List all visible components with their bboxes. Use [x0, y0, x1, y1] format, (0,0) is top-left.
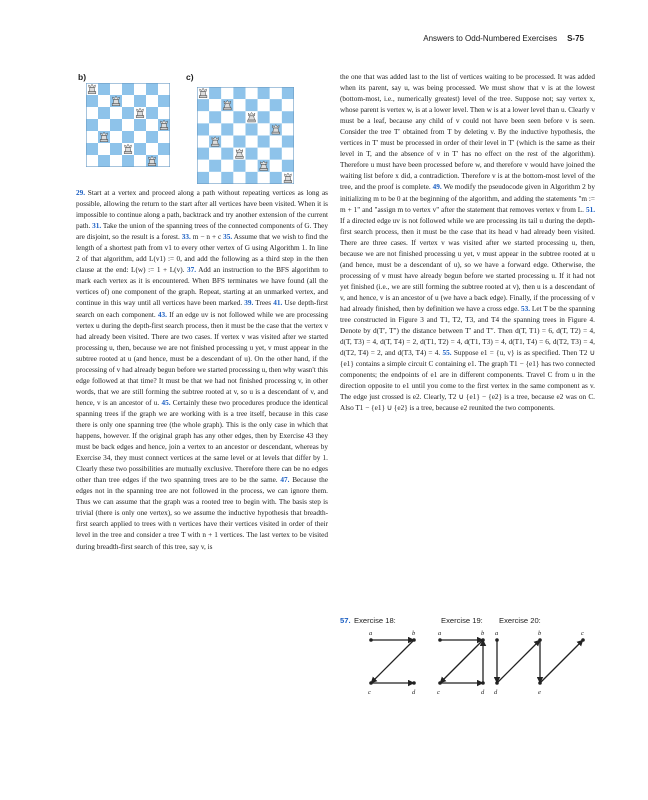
answer-text: Add an instruction to the BFS algorithm to mark each vertex as it is encountered. When BFS terminates we have found (all the vertices of) one component of the graph. Repeat, starting at an unmarked vertex, and continue in this way until all vertices have been marked.: [76, 266, 328, 308]
vertex-label-18-d: d: [412, 689, 416, 696]
board-c-square: [258, 99, 270, 111]
board-b-square: [122, 107, 134, 119]
vertex-label-19-b: b: [481, 630, 485, 637]
board-b-square: [134, 83, 146, 95]
board-b-square: [134, 143, 146, 155]
vertex-18-c: [369, 681, 373, 685]
board-c-square: [221, 160, 233, 172]
exercise-57-number: 57.: [340, 616, 351, 625]
board-c-square: [233, 136, 245, 148]
board-c-square: [197, 123, 209, 135]
vertex-19-c: [438, 681, 442, 685]
board-b-square: [86, 131, 98, 143]
answer-text: Assume that we wish to find the length of a shortest path from v1 to every other vertex of G using Algorithm 1. In line 2 of that algorithm, add L(v1) := 0, and add the following as a third step in the then clause at the end: L(w) := 1 + L(v).: [76, 233, 328, 275]
running-header-title: Answers to Odd-Numbered Exercises: [423, 34, 558, 43]
board-b-square: [122, 119, 134, 131]
exercise-number: 43.: [157, 310, 167, 319]
board-b-square: [110, 107, 122, 119]
board-c-square: [221, 87, 233, 99]
right-column: [340, 72, 595, 414]
answer-text: Because the edges not in the spanning tree are not followed in the process, we can ignore them. Thus we can assume that the graph was a rooted tree to begin with. The basis step is trivial (there is only one vertex), so we assume the inductive hypothesis that breadth-first search applied to trees with n vertices have their vertices visited in order of their level in the tree and consider a tree T with n + 1 vertices. The last vertex to be visited during breadth-first search of this tree, say v, is: [76, 476, 328, 551]
answer-text: If a directed edge uv is not followed while we are processing its tail u during the depth-first search process, then it must be the case that its head v had already been visited. There are three cases. If vertex v was visited after we started processing u, then, because we are not finished processing u yet, v must appear in the subtree rooted at u (and hence, must be a descendant of u), so we have a forward edge. Otherwise, the processing of v must have already begun before we started processing u. If it had not yet finished (i.e., we are still forming the subtree rooted at v), then u is a descendant of v, and hence, v is an ancestor of u (we have a back edge). Finally, if the processing of v had already finished, then by definition we have a cross edge.: [340, 216, 595, 313]
board-b-square: [98, 107, 110, 119]
vertex-label-19-c: c: [437, 689, 440, 696]
board-c-square: [209, 111, 221, 123]
vertex-20-d: [495, 681, 499, 685]
board-c-square: [233, 123, 245, 135]
answer-text: Start at a vertex and proceed along a path without repeating vertices as long as possible, allowing the return to the start after all vertices have been visited. When it is impossible to continue along a path, backtrack and try another extension of the current path.: [76, 189, 328, 231]
board-c-square: [282, 160, 294, 172]
answer-text: Let T be the spanning tree constructed in Figure 3 and T1, T2, T3, and T4 the spanning trees in Figure 4. Denote by d(T′, T″) the distance between T′ and T″. Then d(T, T1) = 6, d(T, T2) = 4, d(T, T3) = 4, d(T, T4) = 2, d(T1, T2) = 4, d(T1, T3) = 4, d(T1, T4) = 6, d(T2, T3) = 4, d(T2, T4) = 2, and d(T3, T4) = 4.: [340, 304, 595, 358]
answer-text: Suppose e1 = {u, v} is as specified. Then T2 ∪ {e1} contains a simple circuit C containing e1. The graph T1 − {e1} has two connected components; the endpoints of e1 are in different components. Travel C from u in the direction opposite to e1 until you come to the first vertex in the same component as v. The edge just crossed is e2. Clearly, T2 ∪ {e1} − {e2} is a tree, because e2 was on C. Also T1 − {e1} ∪ {e2} is a tree, because e2 reunited the two components.: [340, 349, 595, 413]
board-b-square: [110, 119, 122, 131]
board-c-square: [246, 123, 258, 135]
board-c-square: [258, 172, 270, 184]
board-b-square: [158, 143, 170, 155]
vertex-20-c: [581, 638, 585, 642]
board-c-square: [282, 87, 294, 99]
board-c-square: [246, 136, 258, 148]
board-b-square: [158, 131, 170, 143]
board-c-square: [233, 160, 245, 172]
exercise-number: 55.: [442, 349, 452, 358]
vertex-20-a: [495, 638, 499, 642]
board-c-square: [233, 172, 245, 184]
board-c-square: [221, 111, 233, 123]
board-b-square: [98, 143, 110, 155]
board-c-square: [282, 123, 294, 135]
board-b-square: [110, 131, 122, 143]
board-b-square: [134, 95, 146, 107]
board-b-square: [134, 131, 146, 143]
board-c-square: [282, 148, 294, 160]
board-b-square: [122, 131, 134, 143]
board-b-square: [146, 83, 158, 95]
board-c-square: [209, 160, 221, 172]
board-b-square: [98, 95, 110, 107]
board-c-square: [270, 111, 282, 123]
board-b-square: [146, 131, 158, 143]
board-b-square: [110, 143, 122, 155]
exercise-number: 39.: [244, 299, 254, 308]
exercise-number: 31.: [92, 222, 102, 231]
board-b-square: [86, 155, 98, 167]
exercise-number: 45.: [161, 398, 171, 407]
board-b-square: [110, 83, 122, 95]
board-b-square: [134, 155, 146, 167]
board-c-square: [258, 148, 270, 160]
board-c-square: [246, 87, 258, 99]
board-b-square: [134, 119, 146, 131]
board-c-label: c): [186, 72, 194, 82]
board-c-square: [197, 99, 209, 111]
vertex-label-20-c: c: [581, 630, 584, 637]
board-c-square: [221, 172, 233, 184]
board-c-square: [197, 136, 209, 148]
board-c-square: [233, 99, 245, 111]
vertex-label-18-b: b: [412, 630, 416, 637]
board-c-square: [270, 148, 282, 160]
exercise-number: 37.: [187, 266, 197, 275]
vertex-label-18-a: a: [369, 630, 373, 637]
exercise-number: 51.: [585, 205, 595, 214]
vertex-19-b: [481, 638, 485, 642]
board-b-square: [98, 119, 110, 131]
board-b-square: [158, 155, 170, 167]
board-c-square: [246, 160, 258, 172]
board-c-square: [270, 172, 282, 184]
answer-text: If an edge uv is not followed while we are processing vertex u during the depth-first search process, then it must be the case that the vertex v had already been visited. There are two cases. If vertex v was visited after we started processing u, then, because we are not finished processing u yet, v must appear in the subtree rooted at u (and hence, must be a descendant of u). On the other hand, if the processing of v had already begun before we started processing u, then why wasn't this edge followed at that time? It must be that we had not finished processing v, in other words, that we are still forming the subtree rooted at v, so u is a descendant of v, and hence, v is an ancestor of u.: [76, 310, 328, 407]
board-c-square: [209, 99, 221, 111]
board-b-square: [86, 143, 98, 155]
edge-20-ec: [540, 640, 583, 683]
board-c-square: [270, 99, 282, 111]
vertex-20-b: [538, 638, 542, 642]
board-c-square: [197, 172, 209, 184]
board-c-square: [197, 148, 209, 160]
board-c-square: [258, 87, 270, 99]
exercise-57-graphs: [355, 628, 600, 698]
board-c-square: [209, 87, 221, 99]
answer-text: m − n + c: [190, 233, 224, 242]
board-b-square: [110, 155, 122, 167]
board-b-square: [146, 119, 158, 131]
board-c-square: [246, 148, 258, 160]
vertex-label-20-e: e: [538, 689, 541, 696]
board-c-square: [221, 136, 233, 148]
board-c-square: [270, 87, 282, 99]
board-c-square: [258, 136, 270, 148]
vertex-19-a: [438, 638, 442, 642]
board-c-square: [258, 111, 270, 123]
edge-20-db: [497, 640, 540, 683]
board-b-square: [98, 155, 110, 167]
exercise-number: 29.: [76, 189, 86, 197]
exercise-18-graph: [368, 630, 416, 696]
board-c-square: [282, 136, 294, 148]
exercise-19-graph: [437, 630, 485, 696]
answer-text: Take the union of the spanning trees of the connected components of G. They are disjoint, so the result is a forest.: [76, 222, 329, 242]
vertex-20-e: [538, 681, 542, 685]
board-b-square: [122, 83, 134, 95]
vertex-label-19-d: d: [481, 689, 485, 696]
edge-18-bc: [371, 640, 414, 683]
exercise-20-graph: [494, 630, 585, 696]
board-c-square: [233, 87, 245, 99]
board-b-square: [146, 107, 158, 119]
board-b-square: [98, 83, 110, 95]
left_col-paragraph: [76, 188, 328, 553]
board-c-square: [258, 123, 270, 135]
exercise-18-caption: Exercise 18:: [354, 616, 396, 625]
exercise-19-caption: Exercise 19:: [441, 616, 483, 625]
chessboard-c: [197, 87, 294, 184]
exercise-20-caption: Exercise 20:: [499, 616, 541, 625]
board-b-label: b): [78, 72, 87, 82]
vertex-label-20-d: d: [494, 689, 498, 696]
board-c-square: [209, 123, 221, 135]
right_col-paragraph: [340, 72, 595, 414]
exercise-number: 35.: [223, 233, 233, 242]
board-c-square: [246, 172, 258, 184]
answer-text: Certainly these two procedures produce the identical spanning trees if the graph we are working with is a tree itself, because in this case there is only one spanning tree (the whole graph). This is the only case in which that happens, however. If the original graph has any other edges, then by Exercise 43 they must be back edges and hence, join a vertex to an ancestor or descendant, whereas by Exercise 34, they must connect vertices at the same level or at levels that differ by 1. Clearly these two possibilities are mutually exclusive. Therefore there can be no edges other than tree edges if the two spanning trees are to be the same.: [76, 398, 328, 485]
vertex-18-d: [412, 681, 416, 685]
vertex-label-19-a: a: [438, 630, 442, 637]
board-b-square: [122, 155, 134, 167]
board-c-square: [270, 160, 282, 172]
board-c-square: [209, 172, 221, 184]
running-header: [423, 34, 584, 43]
board-c-square: [233, 111, 245, 123]
left-column: [76, 188, 328, 553]
answer-text: the one that was added last to the list of vertices waiting to be processed. It was added when its parent, say u, was being processed. We must show that v is at the lowest (bottom-most, i.e., numerically greatest) level of the tree. Suppose not; say vertex x, whose parent is vertex w, is at a lower level. Then w is at a lower level than u. Clearly v must be a leaf, because any child of v could not have been seen before v is seen. Consider the tree T′ obtained from T by deleting v. By the inductive hypothesis, the vertices in T′ must be processed in order of their level in T′ (which is the same as their level in T, and the absence of v in T′ has no effect on the rest of the algorithm). Therefore u must have been processed before w, and therefore v would have joined the waiting list before x did, a contradiction. Therefore v is at the bottom-most level of the tree, and the proof is complete.: [340, 73, 595, 192]
page-number: S-75: [567, 34, 584, 43]
edge-19-bc: [440, 640, 483, 683]
board-b-square: [158, 107, 170, 119]
exercise-number: 47.: [280, 476, 290, 485]
exercise-number: 33.: [181, 233, 191, 242]
board-b-square: [158, 95, 170, 107]
exercise-number: 49.: [432, 183, 442, 192]
board-c-square: [282, 99, 294, 111]
vertex-18-a: [369, 638, 373, 642]
vertex-19-d: [481, 681, 485, 685]
board-c-square: [221, 148, 233, 160]
board-c-square: [270, 136, 282, 148]
vertex-18-b: [412, 638, 416, 642]
board-b-square: [146, 95, 158, 107]
board-c-square: [282, 111, 294, 123]
vertex-label-18-c: c: [368, 689, 371, 696]
exercise-number: 41.: [273, 299, 283, 308]
answer-text: We modify the pseudocode given in Algorithm 2 by initializing m to be 0 at the beginning of the algorithm, and adding the statements "m := m + 1" and "assign m to vertex v" after the statement that removes vertex v from L.: [340, 183, 595, 214]
board-c-square: [221, 123, 233, 135]
chessboard-b: [86, 83, 170, 167]
board-b-square: [86, 95, 98, 107]
board-c-square: [246, 99, 258, 111]
answer-text: Trees: [253, 299, 274, 308]
answer-text: Use depth-first search on each component.: [76, 299, 328, 319]
board-b-square: [158, 83, 170, 95]
exercise-number: 53.: [520, 304, 531, 313]
board-c-square: [209, 148, 221, 160]
board-c-square: [197, 160, 209, 172]
board-b-square: [86, 107, 98, 119]
board-b-square: [86, 119, 98, 131]
board-c-square: [197, 111, 209, 123]
board-b-square: [146, 143, 158, 155]
vertex-label-20-a: a: [495, 630, 499, 637]
vertex-label-20-b: b: [538, 630, 542, 637]
board-b-square: [122, 95, 134, 107]
